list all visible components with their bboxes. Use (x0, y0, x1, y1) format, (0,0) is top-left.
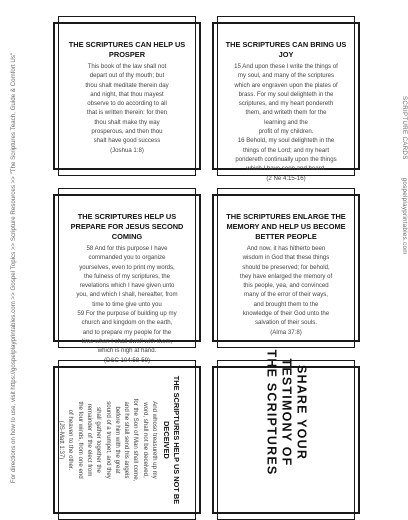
share-testimony-heading: SHARE YOUR TESTIMONY OF THE SCRIPTURES (264, 349, 309, 476)
scripture-card-second-coming (53, 194, 201, 364)
share-testimony-card (212, 349, 360, 514)
site-url: SCRIPTURE CARDS (401, 96, 408, 160)
card-title: THE SCRIPTURES ENLARGE THE MEMORY AND HELP US BECOME BETTER PEOPLE (226, 212, 346, 241)
side-caption (398, 96, 408, 266)
scripture-card-memory (212, 194, 360, 342)
card-content (61, 30, 193, 162)
card-content (220, 30, 352, 182)
card-verse: 15 And upon these I write the things of my soul, and many of the scriptures which are engraven upon the plates of brass. For my soul delighteth in the scriptures, and my heart pondereth them, and writeth them for the learning and the profit of my children. 16 Behold, my soul delighteth in the things of the Lord; and my heart pondereth continually upon the things which I have seen and heard. (2 Ne 4:15-16) (234, 63, 338, 182)
rotated-card-content (59, 372, 195, 508)
card-title: THE SCRIPTURES CAN HELP US PROSPER (68, 40, 186, 59)
card-title: THE SCRIPTURES CAN BRING US JOY (225, 40, 347, 59)
card-content (61, 202, 193, 364)
scripture-card-prosper (53, 22, 201, 170)
cards-label: gospelplayprintables.com (401, 177, 408, 255)
card-verse: 58 And for this purpose I have commanded you to organize yourselves, even to print my words, the fulness of my scriptures, the revelations which I have given unto you, and which I shall, hereafter, from time to time give unto you 59 For the purpose of building up my church and kingdom on the earth, and to prepare my people for the time when I shall dwell with them, which is nigh at hand. (D&C 104:58-59) (76, 245, 178, 364)
card-title: THE SCRIPTURES HELP US NOT BE DECEIVED (162, 375, 181, 505)
card-verse: And now, it has hitherto been wisdom in God that these things should be preserved; for behold, they have enlarged the memory of this people, yea, and convinced many of the error of their ways, and brought them to the knowledge of their God unto the salvation of their souls. (Alma 37:8) (239, 245, 333, 336)
card-content (220, 202, 352, 334)
directions-note: For directions on how to use, visit https://gospelplayprintables.com >> Gospel Topics >> Scripture Resources >> "The Scriptures Teach, Guide & Comfort Us" (10, 52, 17, 484)
scripture-card-not-deceived (53, 366, 201, 514)
card-verse: And whoso treasureth up my word, shall not be deceived, for the Son of Man shall come, and he shall send his angels before him with the great sound of a trumpet, and they shall gather together the remainder of the elect from the four winds, from one end of heaven to the other. (JS-Matt 1:37) (58, 398, 158, 482)
card-verse: This book of the law shall not depart out of thy mouth; but thou shalt meditate therein day and night, that thou mayest observe to do according to all that is written therein: for then thou shalt make thy way prosperous, and then thou shalt have good success (Joshua 1:8) (85, 63, 169, 154)
card-title: THE SCRIPTURES HELP US PREPARE FOR JESUS SECOND COMING (70, 212, 184, 241)
scripture-card-joy (212, 22, 360, 182)
